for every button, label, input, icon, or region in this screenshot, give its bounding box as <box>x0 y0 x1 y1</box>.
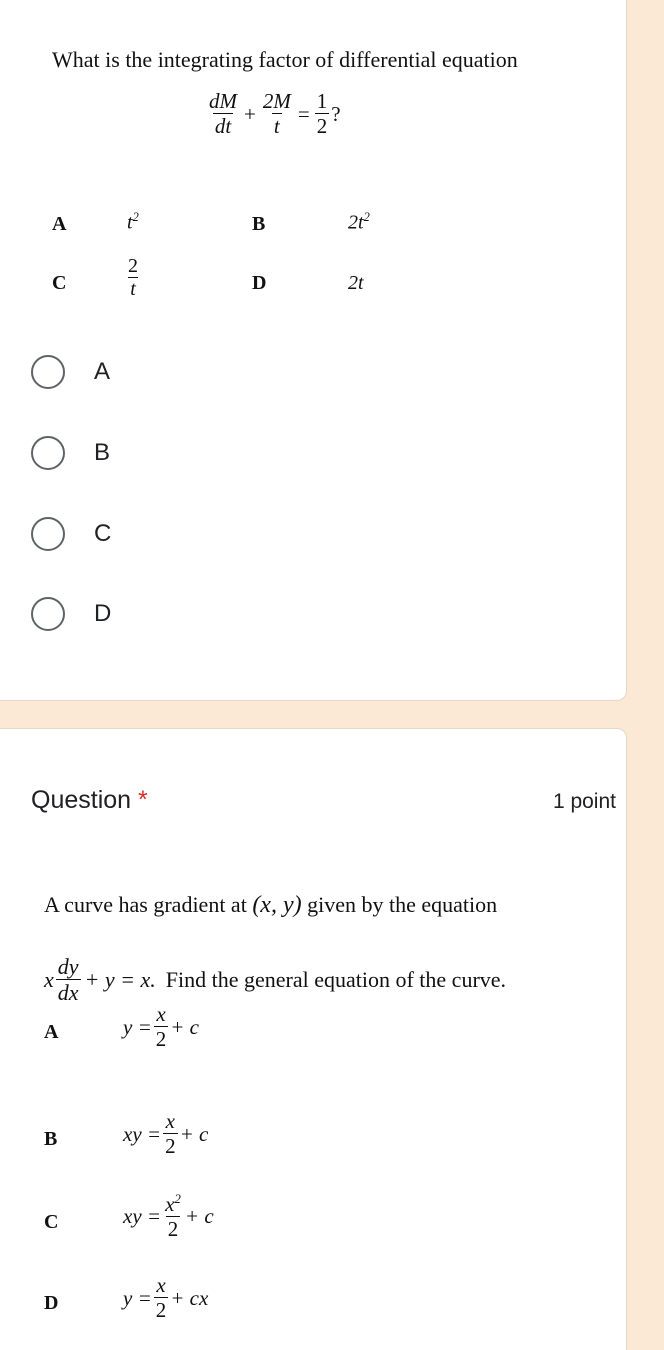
q2-option-c-letter: C <box>44 1211 59 1233</box>
question-card-2 <box>0 728 627 1350</box>
q2-option-d-value: y = $\frac{x}{2}$ + cx <box>123 1273 209 1323</box>
radio-option-b[interactable] <box>31 436 110 470</box>
option-a-value: $t^2$ <box>127 210 139 234</box>
required-mark: * <box>138 786 148 814</box>
question-1-equation: $\frac{dM}{dt}$ + $\frac{2M}{t}$ = $\frac{1}{2}$ ? <box>209 89 341 139</box>
q2-option-a-letter: A <box>44 1021 59 1043</box>
question-1-text: What is the integrating factor of differential equation <box>52 47 518 72</box>
question-title: Question * <box>31 786 148 814</box>
radio-option-d[interactable] <box>31 597 111 631</box>
q2-option-a-value: y = $\frac{x}{2}$ + c <box>123 1002 199 1052</box>
radio-option-a[interactable] <box>31 355 110 389</box>
radio-label: A <box>94 358 111 385</box>
question-2-line-2: x $\frac{dy}{dx}$ + y = x. Find the general equation of the curve. <box>44 954 507 1006</box>
option-b-value: $2t^2$ <box>348 210 370 234</box>
radio-circle[interactable] <box>31 436 65 470</box>
option-d-letter: D <box>252 272 267 294</box>
option-a-letter: A <box>52 213 67 235</box>
option-c-letter: C <box>52 272 67 294</box>
radio-option-c[interactable] <box>31 517 111 551</box>
question-2-line-1: A curve has gradient at (x, y) given by the equation <box>44 892 498 918</box>
q2-option-c-value: xy = $\frac{x^2}{2}$ + c <box>123 1191 214 1242</box>
question-card-1 <box>0 0 627 701</box>
option-d-value: 2t <box>348 272 364 294</box>
q2-option-b-value: xy = $\frac{x}{2}$ + c <box>123 1109 209 1159</box>
option-c-value: $\frac{2}{t}$ <box>128 255 138 300</box>
radio-circle[interactable] <box>31 355 65 389</box>
radio-label: D <box>94 600 112 627</box>
radio-circle[interactable] <box>31 597 65 631</box>
radio-label: C <box>94 520 112 547</box>
points-label: 1 point <box>552 790 616 813</box>
option-b-letter: B <box>252 213 266 235</box>
q2-option-b-letter: B <box>44 1128 58 1150</box>
q2-option-d-letter: D <box>44 1292 59 1314</box>
radio-label: B <box>94 439 111 466</box>
radio-circle[interactable] <box>31 517 65 551</box>
